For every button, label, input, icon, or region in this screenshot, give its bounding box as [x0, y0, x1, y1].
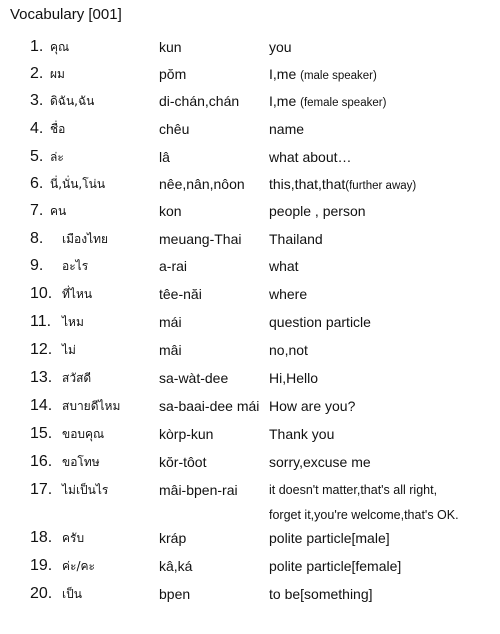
romanization: bpen: [159, 586, 191, 602]
item-number: 17.: [30, 481, 53, 498]
item-number: 15.: [30, 425, 53, 442]
english-meaning: what: [269, 258, 299, 274]
item-number: 14.: [30, 397, 53, 414]
thai-word: ครับ: [62, 531, 85, 545]
english-meaning: sorry,excuse me: [269, 454, 371, 470]
thai-word: ไหม: [62, 315, 84, 329]
item-number: 5.: [30, 148, 44, 165]
thai-word: ดิฉัน,ฉัน: [50, 94, 95, 108]
thai-word: อะไร: [62, 259, 89, 273]
thai-word: เป็น: [62, 587, 82, 601]
item-number: 6.: [30, 175, 44, 192]
item-number: 20.: [30, 585, 53, 602]
english-meaning: How are you?: [269, 398, 356, 414]
english-meaning: [269, 63, 377, 87]
english-note: (female speaker): [300, 97, 387, 109]
english-meaning: no,not: [269, 342, 308, 358]
list-item: [0, 527, 500, 551]
list-item: [0, 395, 500, 419]
english-meaning: you: [269, 39, 292, 55]
thai-word: ไม่: [62, 343, 76, 357]
english-meaning: it doesn't matter,that's all right,: [269, 483, 438, 497]
thai-word: นี่,นั่น,โน่น: [50, 177, 106, 191]
english-meaning: [269, 90, 386, 114]
item-number: 9.: [30, 257, 44, 274]
item-number: 1.: [30, 38, 44, 55]
english-meaning: name: [269, 121, 305, 137]
english-meaning-continued: forget it,you're welcome,that's OK.: [269, 508, 459, 522]
item-number: 10.: [30, 285, 53, 302]
list-item: [0, 173, 500, 197]
list-item: [0, 311, 500, 335]
thai-word: คน: [50, 204, 67, 218]
list-item: [0, 200, 500, 224]
list-item: [0, 339, 500, 363]
romanization: kŏr-tôot: [159, 454, 207, 470]
item-number: 16.: [30, 453, 53, 470]
english-meaning: [269, 173, 416, 197]
english-note: (further away): [345, 180, 417, 192]
romanization: pŏm: [159, 66, 187, 82]
item-number: 4.: [30, 120, 44, 137]
romanization: nêe,nân,nôon: [159, 176, 245, 192]
item-number: 3.: [30, 92, 44, 109]
thai-word: ล่ะ: [50, 150, 64, 164]
thai-word: ขอโทษ: [62, 455, 100, 469]
romanization: kun: [159, 39, 182, 55]
list-item: [0, 283, 500, 307]
thai-word: สบายดีไหม: [62, 399, 121, 413]
thai-word: ไม่เป็นไร: [62, 483, 109, 497]
thai-word: ขอบคุณ: [62, 427, 105, 441]
romanization: mâi: [159, 342, 182, 358]
list-item: [0, 36, 500, 60]
romanization: meuang-Thai: [159, 231, 242, 247]
list-item: [0, 479, 500, 529]
english-meaning: question particle: [269, 314, 371, 330]
romanization: lâ: [159, 149, 170, 165]
english-meaning: what about…: [269, 149, 352, 165]
romanization: di-chán,chán: [159, 93, 240, 109]
item-number: 8.: [30, 230, 44, 247]
item-number: 12.: [30, 341, 53, 358]
list-item: [0, 583, 500, 607]
english-main: this,that,that: [269, 176, 346, 192]
list-item: [0, 555, 500, 579]
list-item: [0, 228, 500, 252]
english-meaning: where: [269, 286, 308, 302]
english-main: I,me: [269, 93, 301, 109]
english-meaning: polite particle[male]: [269, 530, 390, 546]
thai-word: ชื่อ: [50, 122, 66, 136]
romanization: sa-wàt-dee: [159, 370, 229, 386]
thai-word: ที่ไหน: [62, 287, 93, 301]
english-meaning: Hi,Hello: [269, 370, 319, 386]
list-item: [0, 367, 500, 391]
english-note: (male speaker): [300, 70, 377, 82]
romanization: kráp: [159, 530, 187, 546]
romanization: mái: [159, 314, 182, 330]
romanization: sa-baai-dee mái: [159, 398, 260, 414]
list-item: [0, 63, 500, 87]
romanization: a-rai: [159, 258, 188, 274]
romanization: chêu: [159, 121, 190, 137]
list-item: [0, 255, 500, 279]
english-meaning: polite particle[female]: [269, 558, 402, 574]
romanization: têe-năi: [159, 286, 202, 302]
list-item: [0, 90, 500, 114]
romanization: kòrp-kun: [159, 426, 214, 442]
list-item: [0, 118, 500, 142]
english-meaning: to be[something]: [269, 586, 373, 602]
english-main: I,me: [269, 66, 301, 82]
romanization: kon: [159, 203, 182, 219]
list-item: [0, 146, 500, 170]
thai-word: สวัสดี: [62, 371, 92, 385]
list-item: [0, 451, 500, 475]
thai-word: เมืองไทย: [62, 232, 109, 246]
thai-word: คุณ: [50, 40, 70, 54]
english-meaning: people , person: [269, 203, 366, 219]
item-number: 19.: [30, 557, 53, 574]
item-number: 13.: [30, 369, 53, 386]
item-number: 11.: [30, 313, 52, 330]
english-meaning: Thailand: [269, 231, 323, 247]
english-meaning: Thank you: [269, 426, 335, 442]
thai-word: ผม: [50, 67, 65, 81]
romanization: kâ,ká: [159, 558, 193, 574]
thai-word: ค่ะ/คะ: [62, 559, 95, 573]
page-title: Vocabulary [001]: [10, 6, 122, 23]
list-item: [0, 423, 500, 447]
item-number: 7.: [30, 202, 44, 219]
romanization: mâi-bpen-rai: [159, 482, 238, 498]
item-number: 2.: [30, 65, 44, 82]
item-number: 18.: [30, 529, 53, 546]
